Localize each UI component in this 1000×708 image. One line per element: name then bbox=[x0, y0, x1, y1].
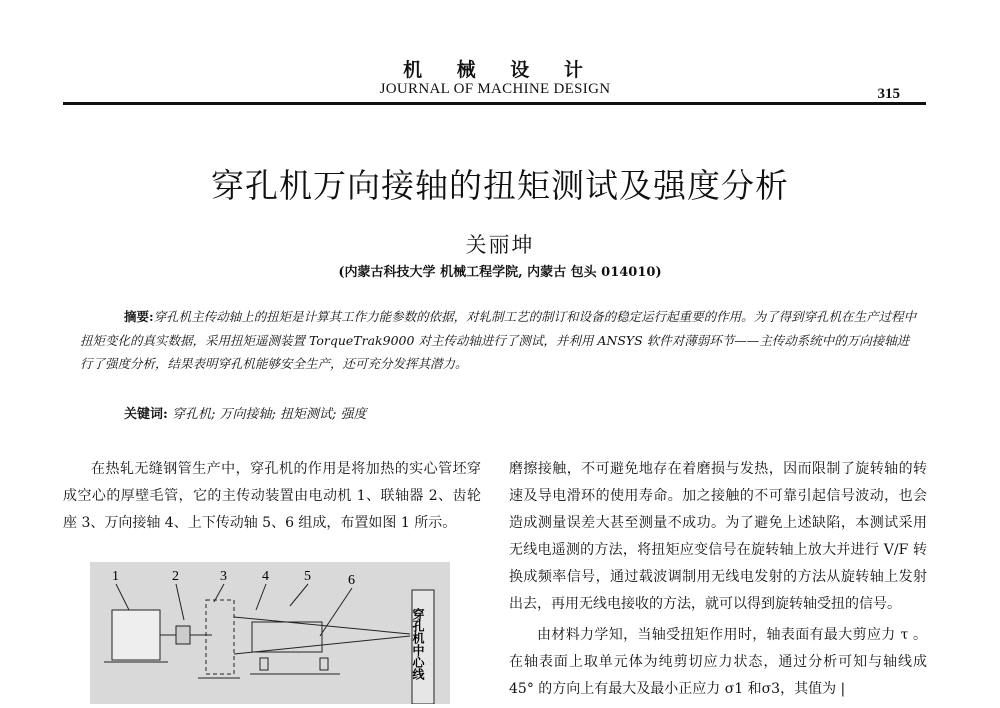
author: 关丽坤 bbox=[465, 233, 535, 257]
left-column bbox=[63, 456, 481, 537]
fig-label-6: 6 bbox=[348, 573, 355, 588]
figure-1 bbox=[90, 562, 450, 704]
support-right bbox=[320, 658, 328, 670]
header-rule bbox=[63, 102, 926, 105]
fig-label-5: 5 bbox=[304, 569, 311, 584]
leader-line-4 bbox=[256, 584, 266, 610]
gear-stand bbox=[206, 600, 234, 674]
abstract-label: 摘要: bbox=[124, 309, 154, 324]
abstract bbox=[80, 305, 920, 376]
support-left bbox=[260, 658, 268, 670]
right-paragraph-1: 磨擦接触，不可避免地存在着磨损与发热，因而限制了旋转轴的转速及导电滑环的使用寿命。加之接触的不可靠引起信号波动，也会造成测量误差大甚至测量不成功。为了避免上述缺陷，本测试采用无线电遥测的方法，将扭矩应变信号在旋转轴上放大并进行 V/F 转换成频率信号，通过载波调制用无线电发射的方法从旋转轴上发射出去，再用无线电接收的方法，就可以得到旋转轴受扭的信号。 bbox=[509, 461, 927, 612]
page-number: 315 bbox=[877, 86, 900, 102]
paper-title: 穿孔机万向接轴的扭矩测试及强度分析 bbox=[211, 166, 789, 205]
leader-line-1 bbox=[116, 584, 130, 612]
drive-diagram bbox=[90, 562, 450, 704]
centerline-label: 穿孔机中心线 bbox=[411, 608, 425, 680]
leader-line-3 bbox=[214, 584, 224, 602]
leader-line-2 bbox=[176, 584, 184, 620]
abstract-text: 穿孔机主传动轴上的扭矩是计算其工作力能参数的依据，对轧制工艺的制订和设备的稳定运行起重要的作用。为了得到穿孔机在生产过程中扭矩变化的真实数据，采用扭矩遥测装置 TorqueTrak9000 对主传动轴进行了测试，并利用 ANSYS 软件对薄弱环节——主传动系统中的万向接轴进行了强度分析，结果表明穿孔机能够安全生产，还可充分发挥其潜力。 bbox=[80, 309, 917, 371]
fig-label-1: 1 bbox=[112, 569, 119, 584]
keywords-label: 关键词: bbox=[124, 407, 168, 422]
keywords bbox=[124, 403, 914, 422]
motor bbox=[112, 610, 160, 660]
fig-label-3: 3 bbox=[220, 569, 227, 584]
journal-title-en: JOURNAL OF MACHINE DESIGN bbox=[379, 81, 611, 97]
left-paragraph: 在热轧无缝钢管生产中，穿孔机的作用是将加热的实心管坯穿成空心的厚壁毛管，它的主传动装置由电动机 1、联轴器 2、齿轮座 3、万向接轴 4、上下传动轴 5、6 组成，布置如图 1 所示。 bbox=[63, 461, 481, 531]
fig-label-2: 2 bbox=[172, 569, 179, 584]
coupling bbox=[176, 626, 190, 644]
leader-line-5 bbox=[290, 584, 308, 606]
right-paragraph-2: 由材料力学知，当轴受扭矩作用时，轴表面有最大剪应力 τ 。在轴表面上取单元体为纯剪切应力状态，通过分析可知与轴线成 45° 的方向上有最大及最小正应力 σ1 和σ3，其值为 | bbox=[509, 627, 927, 697]
leader-line-6 bbox=[320, 588, 352, 636]
journal-title-cn: 机 械 设 计 bbox=[403, 59, 597, 81]
fig-label-4: 4 bbox=[262, 569, 269, 584]
right-column bbox=[509, 456, 927, 703]
keywords-text: 穿孔机; 万向接轴; 扭矩测试; 强度 bbox=[171, 407, 367, 422]
spindle-housing bbox=[252, 622, 322, 652]
affiliation: (内蒙古科技大学 机械工程学院, 内蒙古 包头 014010) bbox=[338, 265, 662, 280]
